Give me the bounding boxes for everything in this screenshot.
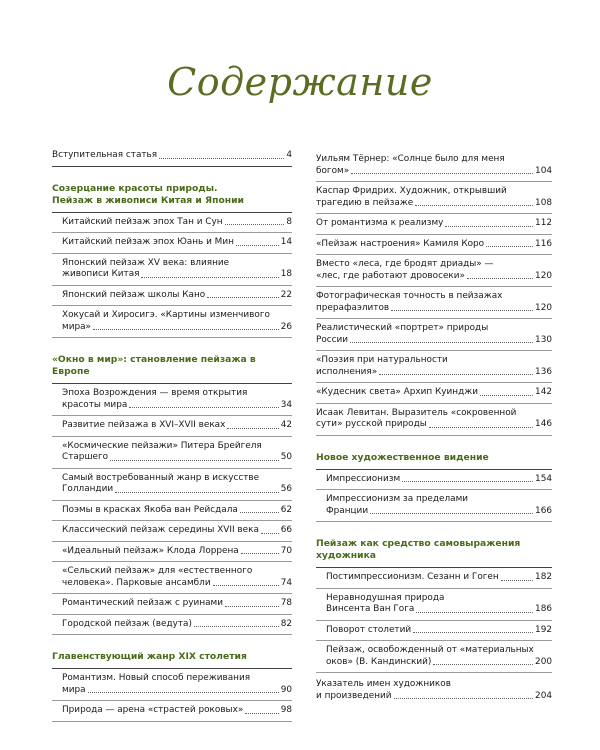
entry-title: Хокусай и Хиросигэ. «Картины изменчивого [62,310,270,320]
entry-title: «Пейзаж настроения» Камиля Коро [316,238,485,249]
entry-title: Вместо «леса, где бродят дриады» — [316,259,494,269]
entry-title: исполнения» [316,366,378,377]
toc-entry [52,306,292,338]
entry-title: Развитие пейзажа в XVI–XVII веках [62,420,226,430]
section-heading: Пейзаж как средство самовыражения художника [316,532,552,568]
page-number: 34 [280,399,292,410]
section-heading: Новое художественное видение [316,446,552,470]
toc-entry [316,351,552,383]
entry-title: Винсента Ван Гога [326,604,415,614]
entry-title: Франции [326,505,369,516]
toc-entry [52,437,292,469]
page-number: 104 [535,165,552,176]
entry-title: «Космические пейзажи» Питера Брейгеля [62,440,262,451]
entry-title: мира [62,684,86,695]
entry-title: человека». Парковые ансамбли [62,577,211,588]
entry-title: Фотографическая точность в пейзажах [316,291,503,301]
toc-entry [316,589,552,621]
entry-title: живописи Китая [62,269,140,279]
entry-title: сути» русской природы [316,419,427,429]
page-number: 146 [535,419,552,429]
toc-entry [316,214,552,235]
section-heading: Главенствующий жанр XIX столетия [52,645,292,669]
entry-title: мира» [62,321,91,332]
toc-entry [52,416,292,437]
entry-title: «Идеальный пейзаж» Клода Лоррена [62,545,239,556]
entry-title: прерафаэлитов [316,302,390,313]
entry-title: Голландии [62,484,114,494]
toc-entry [316,182,552,214]
toc-left-column [52,150,292,722]
entry-title: красоты мира [62,399,128,410]
toc-entry [316,568,552,589]
entry-title: От романтизма к реализму [316,218,444,228]
entry-title: Городской пейзаж (ведута) [62,618,192,629]
entry-title: Классический пейзаж середины XVII века [62,525,259,535]
entry-title: России [316,334,349,345]
page-number: 78 [280,598,292,608]
toc-entry [52,254,292,286]
toc-entry [316,470,552,491]
page-number: 62 [280,504,292,515]
page-number: 66 [280,525,292,535]
toc-entry [316,621,552,642]
entry-title: Реалистический «портрет» природы [316,323,489,333]
page-number: 200 [535,656,552,667]
entry-title: «Поэзия при натуральности [316,355,448,365]
entry-title: Самый востребованный жанр в искусстве [62,472,260,483]
entry-title: Импрессионизм за пределами [326,494,469,504]
toc-entry-intro [52,150,292,167]
page-number: 130 [535,334,552,345]
toc-entry [52,542,292,563]
toc-entry [52,669,292,701]
entry-title: Японский пейзаж школы Кано [62,289,206,300]
page-number: 186 [535,604,552,614]
page-number: 56 [280,484,292,494]
toc-entry [52,286,292,307]
entry-title: Неравнодушная природа [326,592,445,603]
page-number: 90 [280,684,292,695]
entry-title: Старшего [62,452,109,462]
toc-entry [52,384,292,416]
toc-entry-index: Указатель имен художников и произведений 204 [316,679,552,701]
toc-entry [52,233,292,254]
entry-title: Природа — арена «страстей роковых» [62,705,244,715]
toc-entry [52,562,292,594]
page-number: 120 [535,302,552,313]
toc-right-column [316,150,552,702]
page-number: 112 [535,218,552,228]
page-number: 8 [286,216,292,227]
entry-title: оков» (В. Кандинский) [326,656,432,667]
entry-title: трагедию в пейзаже [316,197,414,208]
toc-entry [52,501,292,522]
entry-title: Китайский пейзаж эпох Тан и Сун [62,216,223,227]
toc-entry [52,213,292,234]
page-number: 182 [535,572,552,582]
page-number: 18 [280,269,292,279]
toc-entry [316,641,552,673]
entry-title: Романтический пейзаж с руинами [62,598,224,608]
toc-entry [316,383,552,404]
entry-title: «лес, где работают дровосеки» [316,270,465,281]
page-number: 142 [535,387,552,397]
entry-title: Постимпрессионизм. Сезанн и Гоген [326,572,499,582]
toc-entry [316,490,552,522]
page-number: 108 [535,197,552,208]
entry-title: Пейзаж, освобожденный от «материальных [326,645,534,655]
page-number: 116 [535,238,552,249]
entry-title: Поэмы в красках Якоба ван Рейсдала [62,504,238,515]
page-number: 22 [280,289,292,300]
entry-title: Уильям Тёрнер: «Солнце было для меня [316,154,505,164]
entry-title: Поворот столетий [326,624,412,635]
page-number: 4 [286,150,292,160]
page-number: 70 [280,545,292,556]
page-title: Содержание [167,60,433,104]
page-number: 98 [280,705,292,715]
toc-entry [52,521,292,542]
entry-title: Китайский пейзаж эпох Юань и Мин [62,237,234,247]
page-number: 42 [280,420,292,430]
page-number: 82 [280,618,292,629]
page-number: 120 [535,270,552,281]
toc-entry [316,287,552,319]
entry-title: Исаак Левитан. Выразитель «сокровенной [316,407,517,418]
entry-title: богом» [316,165,350,176]
page-number: 154 [535,473,552,484]
entry-title: «Кудесник света» Архип Куинджи [316,387,479,397]
section-heading: Созерцание красоты природы. Пейзаж в живописи Китая и Японии [52,177,292,213]
section-heading: «Окно в мир»: становление пейзажа в Европе [52,348,292,384]
toc-entry [316,319,552,351]
entry-title: Вступительная статья [52,150,158,160]
page-number: 74 [280,577,292,588]
toc-entry [316,255,552,287]
page-number: 14 [280,237,292,247]
entry-title: Каспар Фридрих. Художник, открывший [316,186,507,196]
entry-title: Эпоха Возрождения — время открытия [62,388,248,398]
entry-title: Романтизм. Новый способ переживания [62,673,251,683]
toc-entry [52,615,292,636]
entry-title: Японский пейзаж XV века: влияние [62,257,230,268]
toc-entry [52,469,292,501]
entry-title: Импрессионизм [326,473,401,484]
page-number: 192 [535,624,552,635]
page-number: 50 [280,452,292,462]
toc-entry [52,701,292,722]
toc-entry [316,235,552,256]
toc-entry [316,150,552,182]
toc-entry [52,594,292,615]
toc-entry [316,404,552,436]
page-number: 166 [535,505,552,516]
page-number: 26 [280,321,292,332]
entry-title: «Сельский пейзаж» для «естественного [62,566,253,576]
page-number: 136 [535,366,552,377]
